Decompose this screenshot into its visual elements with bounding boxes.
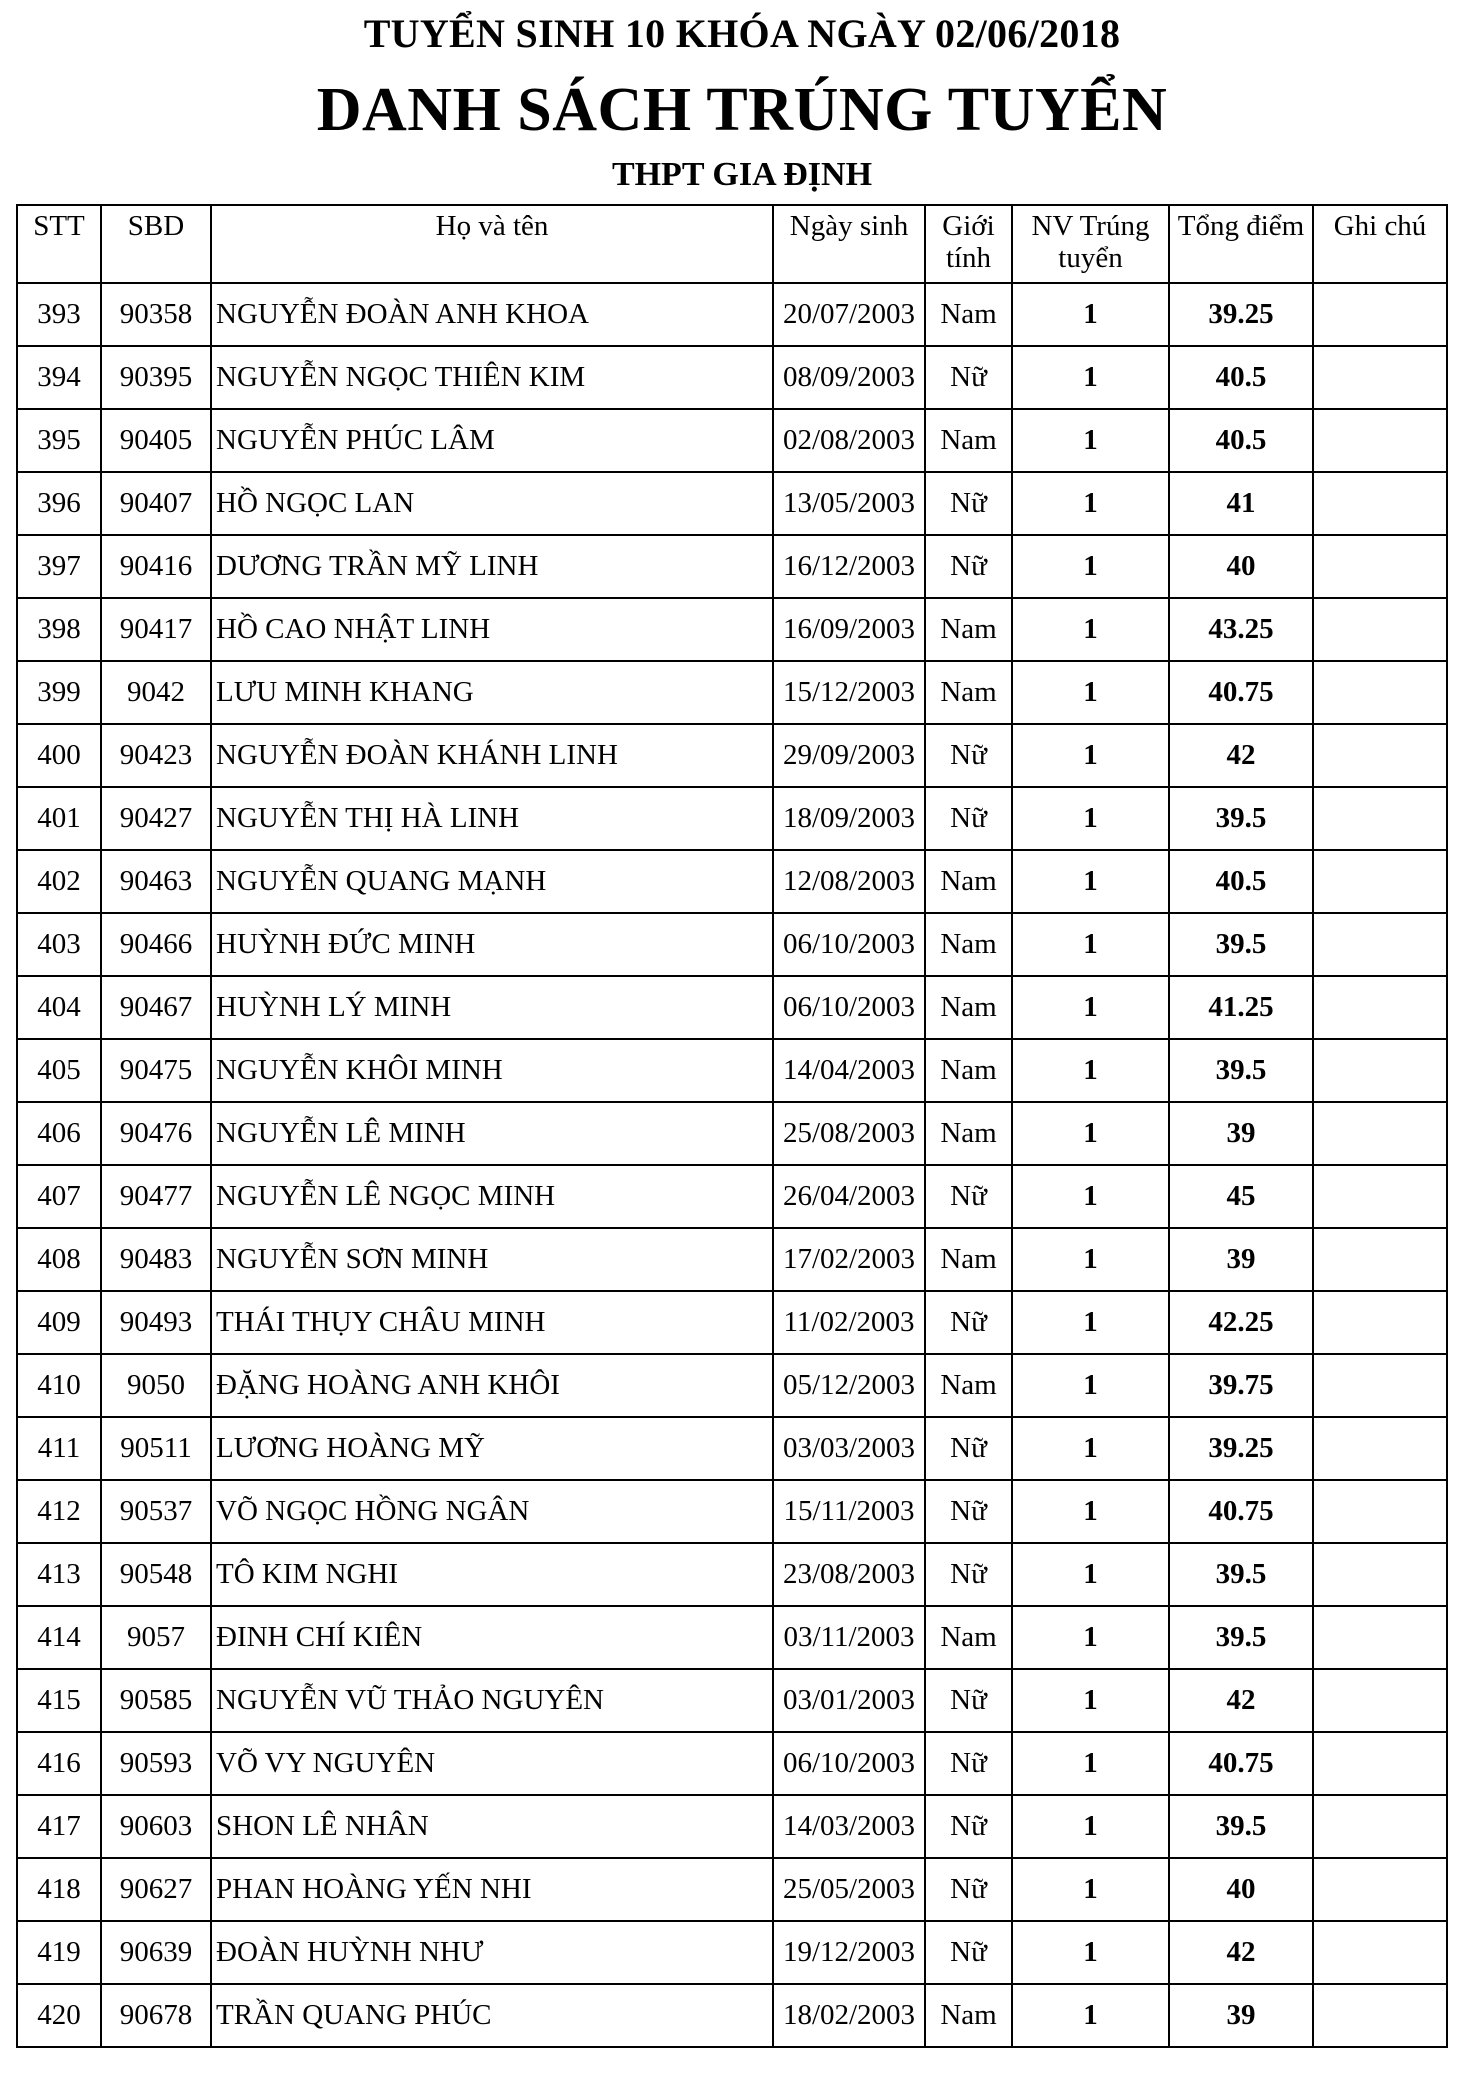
cell-name: HỒ CAO NHẬT LINH	[211, 598, 773, 661]
cell-nv: 1	[1012, 1732, 1169, 1795]
cell-score: 39.5	[1169, 1039, 1313, 1102]
cell-score: 39	[1169, 1102, 1313, 1165]
cell-nv: 1	[1012, 913, 1169, 976]
cell-nv: 1	[1012, 1228, 1169, 1291]
cell-name: NGUYỄN SƠN MINH	[211, 1228, 773, 1291]
cell-stt: 406	[17, 1102, 101, 1165]
cell-gender: Nam	[925, 409, 1012, 472]
cell-name: PHAN HOÀNG YẾN NHI	[211, 1858, 773, 1921]
cell-stt: 394	[17, 346, 101, 409]
cell-score: 40.75	[1169, 1480, 1313, 1543]
cell-note	[1313, 661, 1447, 724]
col-header-gender: Giới tính	[925, 205, 1012, 283]
cell-gender: Nữ	[925, 1480, 1012, 1543]
cell-dob: 06/10/2003	[773, 976, 925, 1039]
cell-dob: 03/11/2003	[773, 1606, 925, 1669]
cell-name: NGUYỄN PHÚC LÂM	[211, 409, 773, 472]
cell-name: TRẦN QUANG PHÚC	[211, 1984, 773, 2047]
cell-dob: 19/12/2003	[773, 1921, 925, 1984]
cell-dob: 05/12/2003	[773, 1354, 925, 1417]
table-row	[17, 1228, 1447, 1291]
cell-note	[1313, 283, 1447, 346]
cell-note	[1313, 1039, 1447, 1102]
cell-dob: 02/08/2003	[773, 409, 925, 472]
cell-stt: 420	[17, 1984, 101, 2047]
table-row	[17, 1984, 1447, 2047]
cell-gender: Nữ	[925, 1291, 1012, 1354]
cell-score: 39.5	[1169, 913, 1313, 976]
cell-stt: 401	[17, 787, 101, 850]
cell-dob: 18/02/2003	[773, 1984, 925, 2047]
table-row	[17, 409, 1447, 472]
cell-nv: 1	[1012, 409, 1169, 472]
cell-dob: 06/10/2003	[773, 913, 925, 976]
cell-nv: 1	[1012, 598, 1169, 661]
table-row	[17, 724, 1447, 787]
cell-stt: 403	[17, 913, 101, 976]
cell-dob: 11/02/2003	[773, 1291, 925, 1354]
cell-sbd: 90593	[101, 1732, 211, 1795]
cell-note	[1313, 1858, 1447, 1921]
col-header-sbd: SBD	[101, 205, 211, 283]
header-row	[17, 205, 1447, 283]
cell-score: 40.75	[1169, 1732, 1313, 1795]
cell-name: ĐẶNG HOÀNG ANH KHÔI	[211, 1354, 773, 1417]
cell-note	[1313, 976, 1447, 1039]
cell-name: ĐINH CHÍ KIÊN	[211, 1606, 773, 1669]
cell-nv: 1	[1012, 346, 1169, 409]
cell-sbd: 90511	[101, 1417, 211, 1480]
cell-dob: 13/05/2003	[773, 472, 925, 535]
cell-dob: 18/09/2003	[773, 787, 925, 850]
cell-note	[1313, 1606, 1447, 1669]
cell-stt: 412	[17, 1480, 101, 1543]
cell-gender: Nữ	[925, 346, 1012, 409]
cell-name: VÕ NGỌC HỒNG NGÂN	[211, 1480, 773, 1543]
table-row	[17, 1669, 1447, 1732]
cell-gender: Nữ	[925, 1858, 1012, 1921]
table-row	[17, 976, 1447, 1039]
table-row	[17, 1039, 1447, 1102]
cell-stt: 398	[17, 598, 101, 661]
cell-stt: 393	[17, 283, 101, 346]
cell-dob: 06/10/2003	[773, 1732, 925, 1795]
cell-note	[1313, 1228, 1447, 1291]
cell-dob: 14/03/2003	[773, 1795, 925, 1858]
table-row	[17, 1354, 1447, 1417]
table-row	[17, 1291, 1447, 1354]
table-row	[17, 1165, 1447, 1228]
cell-nv: 1	[1012, 724, 1169, 787]
cell-stt: 416	[17, 1732, 101, 1795]
cell-stt: 407	[17, 1165, 101, 1228]
cell-note	[1313, 913, 1447, 976]
cell-score: 40	[1169, 535, 1313, 598]
cell-dob: 15/11/2003	[773, 1480, 925, 1543]
cell-sbd: 90585	[101, 1669, 211, 1732]
cell-stt: 411	[17, 1417, 101, 1480]
cell-name: HUỲNH ĐỨC MINH	[211, 913, 773, 976]
cell-sbd: 90483	[101, 1228, 211, 1291]
cell-sbd: 9050	[101, 1354, 211, 1417]
cell-dob: 25/08/2003	[773, 1102, 925, 1165]
cell-gender: Nam	[925, 850, 1012, 913]
cell-nv: 1	[1012, 1291, 1169, 1354]
cell-note	[1313, 409, 1447, 472]
cell-sbd: 90417	[101, 598, 211, 661]
cell-score: 39.25	[1169, 1417, 1313, 1480]
cell-note	[1313, 850, 1447, 913]
cell-sbd: 90627	[101, 1858, 211, 1921]
cell-note	[1313, 787, 1447, 850]
page-title: DANH SÁCH TRÚNG TUYỂN	[316, 76, 1168, 144]
table-row	[17, 1102, 1447, 1165]
cell-nv: 1	[1012, 472, 1169, 535]
cell-name: NGUYỄN QUANG MẠNH	[211, 850, 773, 913]
cell-nv: 1	[1012, 661, 1169, 724]
cell-nv: 1	[1012, 1417, 1169, 1480]
cell-gender: Nữ	[925, 1921, 1012, 1984]
cell-name: ĐOÀN HUỲNH NHƯ	[211, 1921, 773, 1984]
cell-dob: 16/09/2003	[773, 598, 925, 661]
cell-sbd: 90548	[101, 1543, 211, 1606]
cell-stt: 415	[17, 1669, 101, 1732]
cell-stt: 413	[17, 1543, 101, 1606]
table-row	[17, 787, 1447, 850]
cell-note	[1313, 1732, 1447, 1795]
cell-dob: 14/04/2003	[773, 1039, 925, 1102]
table-row	[17, 472, 1447, 535]
cell-dob: 16/12/2003	[773, 535, 925, 598]
cell-sbd: 90477	[101, 1165, 211, 1228]
table-row	[17, 1543, 1447, 1606]
table-row	[17, 1417, 1447, 1480]
cell-gender: Nữ	[925, 1543, 1012, 1606]
cell-stt: 419	[17, 1921, 101, 1984]
cell-sbd: 9042	[101, 661, 211, 724]
cell-note	[1313, 472, 1447, 535]
cell-stt: 400	[17, 724, 101, 787]
cell-dob: 12/08/2003	[773, 850, 925, 913]
table-row	[17, 598, 1447, 661]
cell-name: HỒ NGỌC LAN	[211, 472, 773, 535]
cell-gender: Nam	[925, 1606, 1012, 1669]
cell-nv: 1	[1012, 283, 1169, 346]
cell-gender: Nam	[925, 1228, 1012, 1291]
cell-nv: 1	[1012, 1543, 1169, 1606]
cell-gender: Nữ	[925, 1732, 1012, 1795]
cell-stt: 404	[17, 976, 101, 1039]
cell-sbd: 90467	[101, 976, 211, 1039]
cell-stt: 410	[17, 1354, 101, 1417]
cell-score: 41.25	[1169, 976, 1313, 1039]
col-header-note: Ghi chú	[1313, 205, 1447, 283]
cell-sbd: 90639	[101, 1921, 211, 1984]
cell-score: 40	[1169, 1858, 1313, 1921]
cell-gender: Nam	[925, 598, 1012, 661]
cell-stt: 418	[17, 1858, 101, 1921]
cell-score: 39.25	[1169, 283, 1313, 346]
cell-sbd: 90416	[101, 535, 211, 598]
col-header-score: Tổng điểm	[1169, 205, 1313, 283]
cell-score: 39.5	[1169, 1543, 1313, 1606]
table-row	[17, 850, 1447, 913]
cell-name: NGUYỄN VŨ THẢO NGUYÊN	[211, 1669, 773, 1732]
cell-sbd: 90358	[101, 283, 211, 346]
cell-gender: Nam	[925, 1102, 1012, 1165]
cell-name: SHON LÊ NHÂN	[211, 1795, 773, 1858]
cell-score: 40.75	[1169, 661, 1313, 724]
cell-score: 40.5	[1169, 409, 1313, 472]
cell-dob: 15/12/2003	[773, 661, 925, 724]
cell-gender: Nam	[925, 976, 1012, 1039]
cell-dob: 03/03/2003	[773, 1417, 925, 1480]
cell-gender: Nam	[925, 1984, 1012, 2047]
table-row	[17, 1795, 1447, 1858]
cell-score: 40.5	[1169, 346, 1313, 409]
cell-name: DƯƠNG TRẦN MỸ LINH	[211, 535, 773, 598]
cell-name: HUỲNH LÝ MINH	[211, 976, 773, 1039]
cell-dob: 08/09/2003	[773, 346, 925, 409]
cell-nv: 1	[1012, 787, 1169, 850]
cell-nv: 1	[1012, 1606, 1169, 1669]
cell-sbd: 90475	[101, 1039, 211, 1102]
cell-nv: 1	[1012, 1354, 1169, 1417]
cell-stt: 395	[17, 409, 101, 472]
col-header-dob: Ngày sinh	[773, 205, 925, 283]
cell-dob: 26/04/2003	[773, 1165, 925, 1228]
cell-name: LƯƠNG HOÀNG MỸ	[211, 1417, 773, 1480]
table-row	[17, 1480, 1447, 1543]
cell-sbd: 90463	[101, 850, 211, 913]
table-row	[17, 283, 1447, 346]
cell-score: 41	[1169, 472, 1313, 535]
cell-dob: 23/08/2003	[773, 1543, 925, 1606]
cell-dob: 20/07/2003	[773, 283, 925, 346]
cell-sbd: 90678	[101, 1984, 211, 2047]
table-row	[17, 346, 1447, 409]
cell-stt: 417	[17, 1795, 101, 1858]
cell-sbd: 90537	[101, 1480, 211, 1543]
cell-note	[1313, 535, 1447, 598]
cell-score: 42	[1169, 724, 1313, 787]
cell-score: 45	[1169, 1165, 1313, 1228]
cell-stt: 409	[17, 1291, 101, 1354]
cell-sbd: 90395	[101, 346, 211, 409]
cell-name: NGUYỄN LÊ MINH	[211, 1102, 773, 1165]
cell-note	[1313, 346, 1447, 409]
cell-stt: 399	[17, 661, 101, 724]
cell-note	[1313, 1669, 1447, 1732]
school-name: THPT GIA ĐỊNH	[611, 156, 873, 193]
cell-gender: Nam	[925, 283, 1012, 346]
cell-name: NGUYỄN LÊ NGỌC MINH	[211, 1165, 773, 1228]
cell-dob: 17/02/2003	[773, 1228, 925, 1291]
cell-nv: 1	[1012, 1165, 1169, 1228]
cell-name: THÁI THỤY CHÂU MINH	[211, 1291, 773, 1354]
cell-nv: 1	[1012, 1795, 1169, 1858]
table-row	[17, 535, 1447, 598]
cell-nv: 1	[1012, 976, 1169, 1039]
cell-stt: 408	[17, 1228, 101, 1291]
cell-note	[1313, 1480, 1447, 1543]
cell-dob: 29/09/2003	[773, 724, 925, 787]
cell-note	[1313, 1354, 1447, 1417]
cell-score: 39.75	[1169, 1354, 1313, 1417]
header-line1: TUYỂN SINH 10 KHÓA NGÀY 02/06/2018	[363, 11, 1121, 56]
cell-score: 39	[1169, 1984, 1313, 2047]
cell-sbd: 90603	[101, 1795, 211, 1858]
cell-name: NGUYỄN NGỌC THIÊN KIM	[211, 346, 773, 409]
cell-gender: Nam	[925, 913, 1012, 976]
cell-score: 42	[1169, 1921, 1313, 1984]
cell-gender: Nam	[925, 661, 1012, 724]
cell-note	[1313, 598, 1447, 661]
cell-gender: Nữ	[925, 472, 1012, 535]
cell-sbd: 90466	[101, 913, 211, 976]
cell-name: NGUYỄN THỊ HÀ LINH	[211, 787, 773, 850]
table-row	[17, 913, 1447, 976]
cell-dob: 25/05/2003	[773, 1858, 925, 1921]
cell-nv: 1	[1012, 1921, 1169, 1984]
cell-gender: Nữ	[925, 1669, 1012, 1732]
table-row	[17, 1858, 1447, 1921]
cell-note	[1313, 1795, 1447, 1858]
cell-gender: Nữ	[925, 535, 1012, 598]
cell-name: NGUYỄN KHÔI MINH	[211, 1039, 773, 1102]
col-header-nv: NV Trúng tuyển	[1012, 205, 1169, 283]
cell-note	[1313, 1165, 1447, 1228]
cell-score: 42.25	[1169, 1291, 1313, 1354]
col-header-name: Họ và tên	[211, 205, 773, 283]
cell-sbd: 90407	[101, 472, 211, 535]
cell-note	[1313, 1921, 1447, 1984]
cell-score: 39.5	[1169, 1606, 1313, 1669]
cell-nv: 1	[1012, 1102, 1169, 1165]
cell-score: 39.5	[1169, 1795, 1313, 1858]
cell-sbd: 90493	[101, 1291, 211, 1354]
admission-table	[16, 204, 1448, 2048]
cell-gender: Nữ	[925, 724, 1012, 787]
cell-nv: 1	[1012, 1984, 1169, 2047]
cell-nv: 1	[1012, 1858, 1169, 1921]
cell-gender: Nữ	[925, 1417, 1012, 1480]
cell-gender: Nam	[925, 1039, 1012, 1102]
table-row	[17, 1921, 1447, 1984]
cell-sbd: 90476	[101, 1102, 211, 1165]
cell-score: 39	[1169, 1228, 1313, 1291]
cell-stt: 405	[17, 1039, 101, 1102]
cell-name: NGUYỄN ĐOÀN KHÁNH LINH	[211, 724, 773, 787]
cell-stt: 397	[17, 535, 101, 598]
col-header-stt: STT	[17, 205, 101, 283]
cell-nv: 1	[1012, 850, 1169, 913]
cell-note	[1313, 1984, 1447, 2047]
cell-nv: 1	[1012, 535, 1169, 598]
table-row	[17, 1606, 1447, 1669]
cell-stt: 402	[17, 850, 101, 913]
cell-gender: Nữ	[925, 1165, 1012, 1228]
cell-name: NGUYỄN ĐOÀN ANH KHOA	[211, 283, 773, 346]
cell-note	[1313, 1102, 1447, 1165]
cell-name: VÕ VY NGUYÊN	[211, 1732, 773, 1795]
cell-dob: 03/01/2003	[773, 1669, 925, 1732]
cell-note	[1313, 1417, 1447, 1480]
cell-sbd: 9057	[101, 1606, 211, 1669]
cell-score: 43.25	[1169, 598, 1313, 661]
cell-score: 39.5	[1169, 787, 1313, 850]
cell-note	[1313, 1543, 1447, 1606]
table-row	[17, 1732, 1447, 1795]
cell-gender: Nữ	[925, 1795, 1012, 1858]
cell-name: TÔ KIM NGHI	[211, 1543, 773, 1606]
cell-stt: 396	[17, 472, 101, 535]
cell-sbd: 90423	[101, 724, 211, 787]
cell-gender: Nữ	[925, 787, 1012, 850]
cell-sbd: 90405	[101, 409, 211, 472]
cell-name: LƯU MINH KHANG	[211, 661, 773, 724]
cell-note	[1313, 724, 1447, 787]
cell-score: 40.5	[1169, 850, 1313, 913]
cell-sbd: 90427	[101, 787, 211, 850]
cell-nv: 1	[1012, 1039, 1169, 1102]
cell-stt: 414	[17, 1606, 101, 1669]
cell-score: 42	[1169, 1669, 1313, 1732]
cell-nv: 1	[1012, 1669, 1169, 1732]
cell-note	[1313, 1291, 1447, 1354]
table-row	[17, 661, 1447, 724]
cell-nv: 1	[1012, 1480, 1169, 1543]
cell-gender: Nam	[925, 1354, 1012, 1417]
